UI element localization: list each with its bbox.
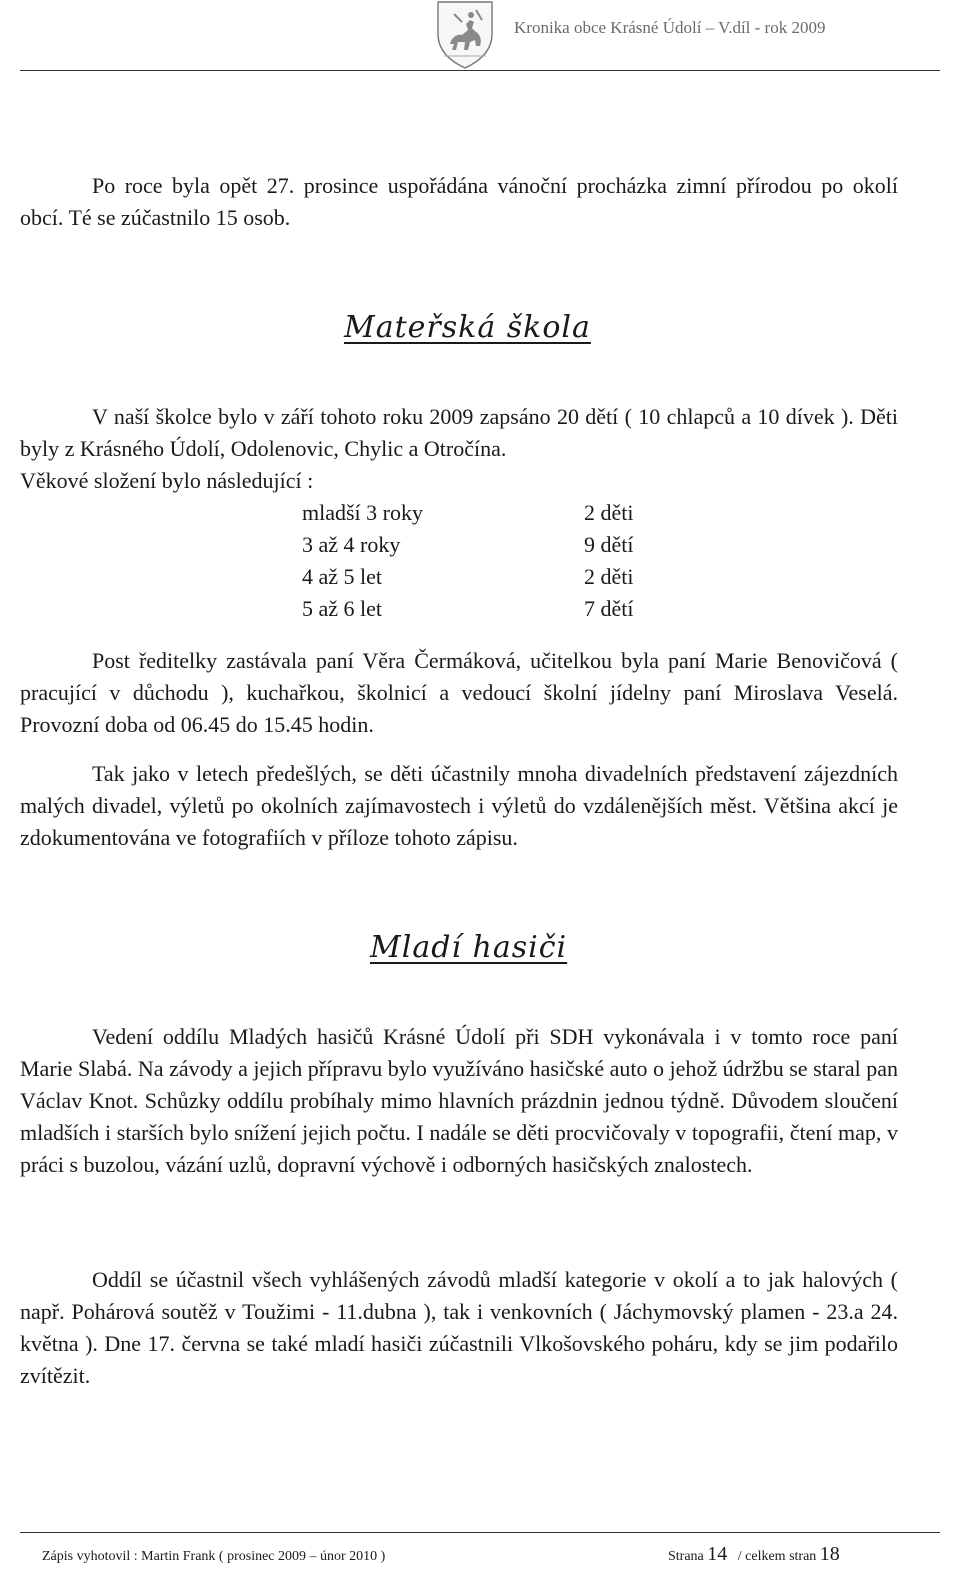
age-count: 2 děti xyxy=(584,564,634,589)
age-group: mladší 3 roky xyxy=(302,500,423,525)
footer-author: Zápis vyhotovil : Martin Frank ( prosinec 2009 – únor 2010 ) xyxy=(42,1549,386,1564)
age-count: 9 dětí xyxy=(584,532,634,557)
header-title: Kronika obce Krásné Údolí – V.díl - rok 2009 xyxy=(514,18,826,37)
section-heading-materska-skola: Mateřská škola xyxy=(344,310,591,345)
total-label: / celkem stran xyxy=(737,1549,817,1564)
age-row xyxy=(302,529,634,561)
footer-divider xyxy=(20,1532,940,1533)
mh-paragraph-2: Oddíl se účastnil všech vyhlášených závodů mladší kategorie v okolí a to jak halových ( např. Pohárová soutěž v Toužimi - 11.dubna ), tak i venkovních ( Jáchymovský plamen - 23.a 24. května ). Dne 17. června se také mladí hasiči zúčastnili Vlkošovského poháru, kdy se jim podařilo zvítězit. xyxy=(20,1267,898,1388)
ms-age-intro: Věkové složení bylo následující : xyxy=(20,468,314,493)
intro-paragraph xyxy=(20,170,898,234)
age-count: 2 děti xyxy=(584,500,634,525)
age-group: 3 až 4 roky xyxy=(302,532,401,557)
ms-paragraph-2: Post ředitelky zastávala paní Věra Čermáková, učitelkou byla paní Marie Benovičová ( pracující v důchodu ), kuchařkou, školnicí a vedoucí školní jídelny paní Miroslava Veselá. Provozní doba od 06.45 do 15.45 hodin. xyxy=(20,648,898,737)
page-number: 14 xyxy=(707,1543,728,1565)
age-group: 4 až 5 let xyxy=(302,564,383,589)
crest-icon xyxy=(432,0,498,70)
mh-paragraph-1: Vedení oddílu Mladých hasičů Krásné Údolí při SDH vykonávala i v tomto roce paní Marie Slabá. Na závody a jejich přípravu bylo využíváno hasičské auto o jehož údržbu se staral pan Václav Knot. Schůzky oddílu probíhaly mimo hlavních prázdnin jednou týdně. Důvodem sloučení mladších i starších bylo snížení jejich počtu. I nadále se děti procvičovaly v topografii, čtení map, v práci s buzolou, vázání uzlů, dopravní výchově i odborných hasičských znalostech. xyxy=(20,1024,898,1177)
section-heading-mladi-hasici: Mladí hasiči xyxy=(370,930,568,965)
age-row xyxy=(302,561,634,593)
footer-page-info xyxy=(668,1543,840,1566)
intro-text: Po roce byla opět 27. prosince uspořádána vánoční procházka zimní přírodou po okolí obcí. Té se zúčastnilo 15 osob. xyxy=(20,173,898,230)
ms-paragraph-1: V naší školce bylo v září tohoto roku 2009 zapsáno 20 dětí ( 10 chlapců a 10 dívek ). Děti byly z Krásného Údolí, Odolenovic, Chylic a Otročína. xyxy=(20,404,898,461)
age-group: 5 až 6 let xyxy=(302,596,383,621)
header-divider xyxy=(20,70,940,71)
total-pages: 18 xyxy=(819,1543,840,1565)
age-count: 7 dětí xyxy=(584,596,634,621)
page-label: Strana xyxy=(668,1549,704,1564)
ms-paragraph-3: Tak jako v letech předešlých, se děti účastnily mnoha divadelních představení zájezdních malých divadel, výletů po okolních zajímavostech i výletů do vzdálenějších měst. Většina akcí je zdokumentována ve fotografiích v příloze tohoto zápisu. xyxy=(20,761,898,850)
age-composition-table xyxy=(302,497,634,625)
age-row xyxy=(302,593,634,625)
age-row xyxy=(302,497,634,529)
